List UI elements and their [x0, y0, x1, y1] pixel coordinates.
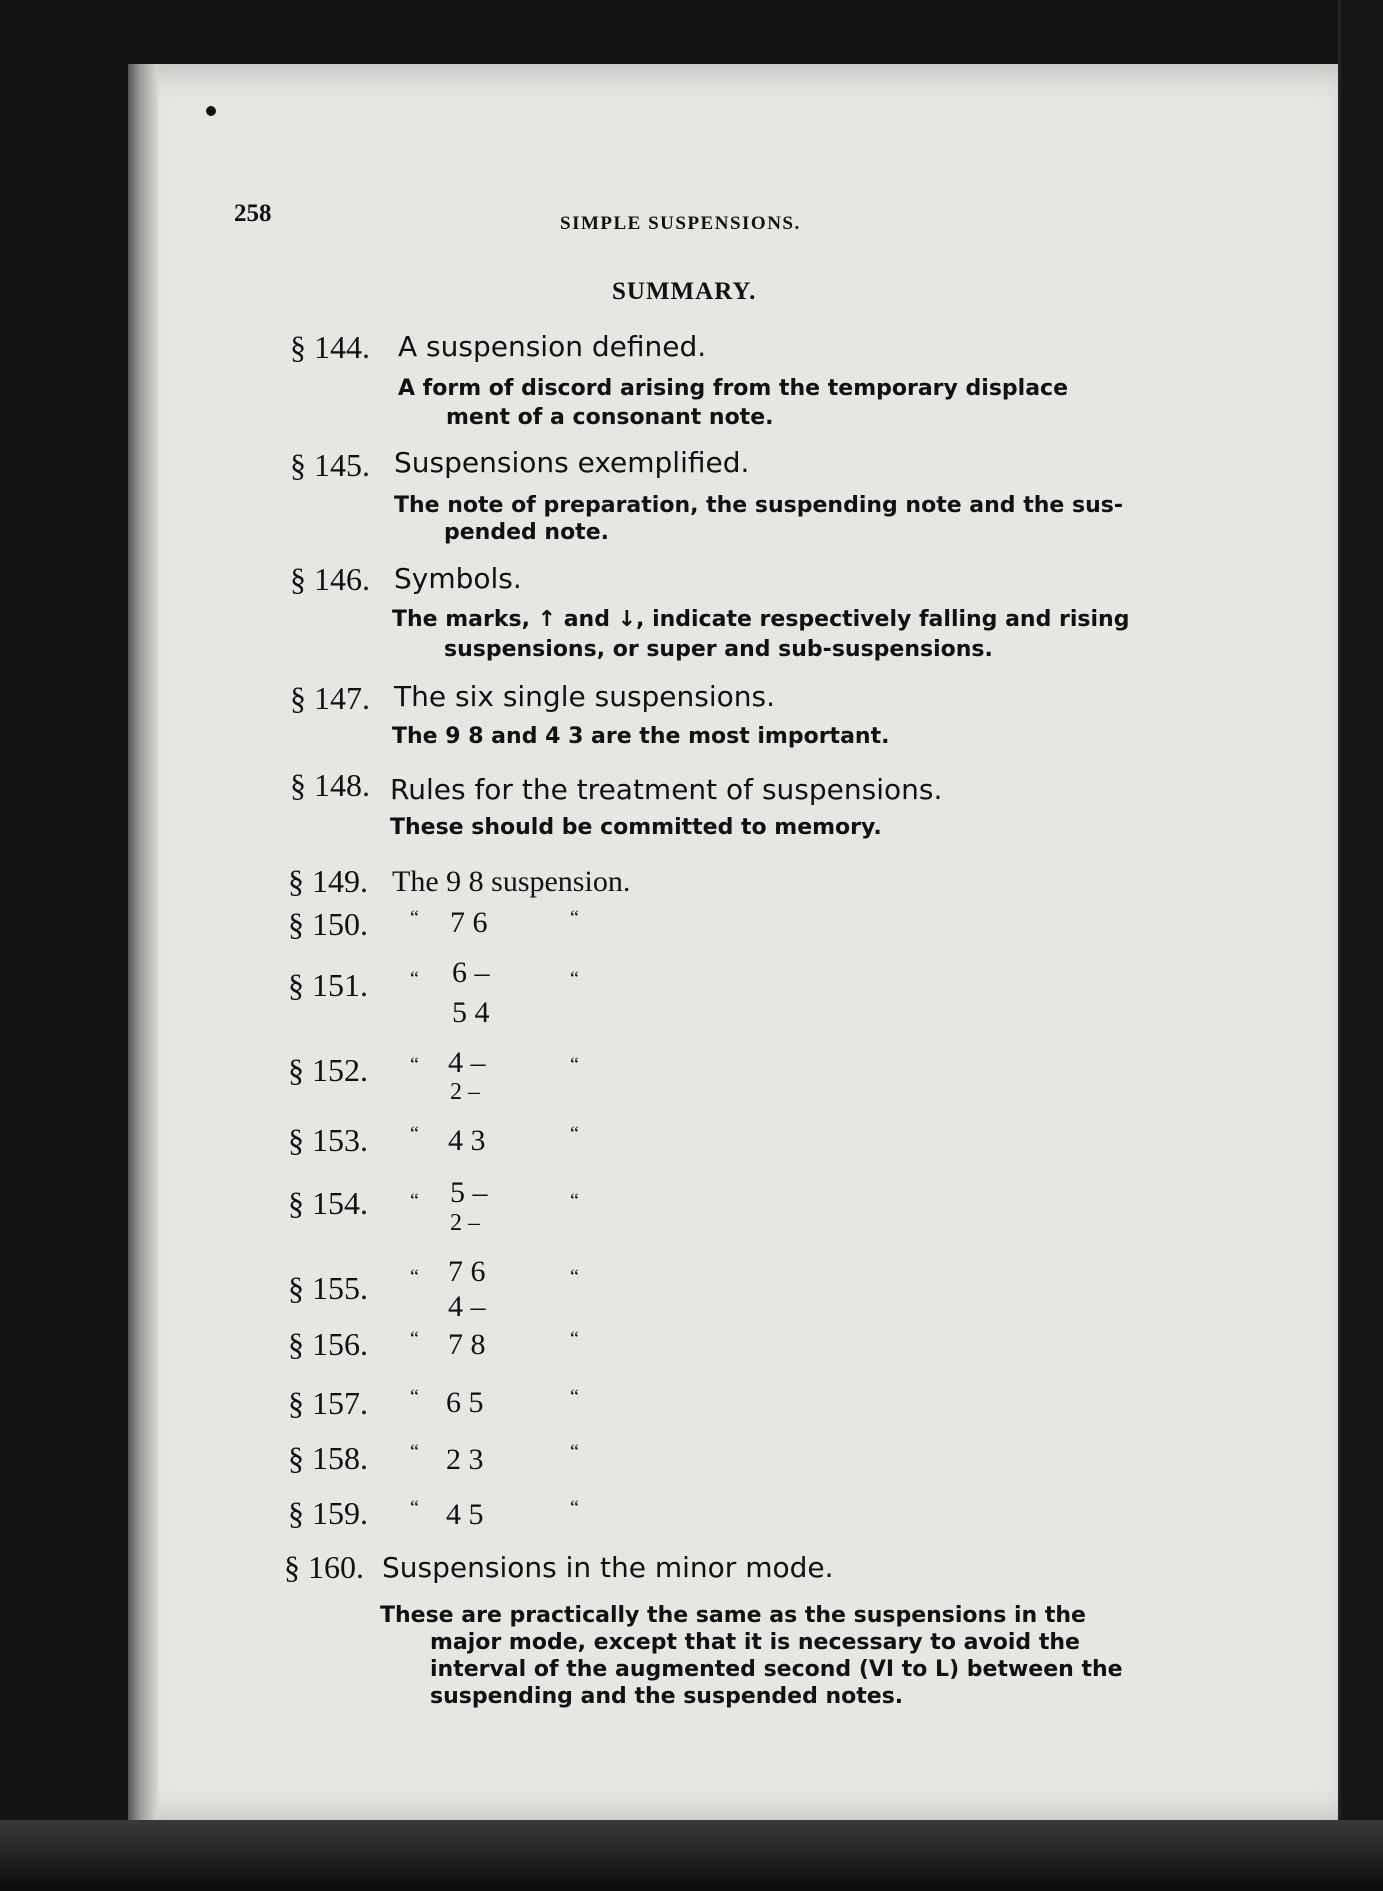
ditto-mark: “ — [410, 1054, 419, 1076]
section-description-line: major mode, except that it is necessary to avoid the — [430, 1630, 1080, 1655]
ditto-mark: “ — [570, 1328, 579, 1350]
section-number: § 157. — [288, 1385, 368, 1421]
section-number: § 151. — [288, 967, 368, 1003]
ditto-mark: “ — [570, 968, 579, 990]
section-number: § 150. — [288, 906, 368, 942]
section-description-line: These should be committed to memory. — [390, 815, 882, 840]
section-number: § 146. — [290, 561, 370, 597]
figured-bass-bottom: 4 – — [448, 1290, 486, 1323]
page-binding-shadow — [128, 64, 158, 1824]
section-number: § 145. — [290, 447, 370, 483]
page-number: 258 — [234, 200, 272, 227]
bottom-dark-margin — [0, 1820, 1383, 1891]
section-number: § 152. — [288, 1052, 368, 1088]
ditto-mark: “ — [410, 1441, 419, 1463]
section-number: § 147. — [290, 680, 370, 716]
ditto-mark: “ — [410, 1190, 419, 1212]
section-description-line: pended note. — [444, 520, 609, 545]
section-number: § 154. — [288, 1185, 368, 1221]
section-number: § 158. — [288, 1440, 368, 1476]
ditto-mark: “ — [410, 1123, 419, 1145]
ditto-mark: “ — [410, 968, 419, 990]
ditto-mark: “ — [570, 907, 579, 929]
section-heading: The six single suspensions. — [394, 680, 776, 713]
section-number: § 156. — [288, 1326, 368, 1362]
ditto-mark: “ — [570, 1497, 579, 1519]
figured-bass-bottom: 5 4 — [452, 996, 490, 1029]
figured-bass-top: 4 3 — [448, 1124, 486, 1157]
ditto-mark: “ — [570, 1386, 579, 1408]
section-heading: The 9 8 suspension. — [392, 865, 631, 898]
summary-title: SUMMARY. — [612, 278, 757, 305]
ditto-mark: “ — [410, 1328, 419, 1350]
section-description-line: suspending and the suspended notes. — [430, 1684, 904, 1709]
ditto-mark: “ — [410, 907, 419, 929]
figured-bass-top: 7 6 — [450, 906, 488, 939]
ditto-mark: “ — [570, 1123, 579, 1145]
ink-dot — [206, 106, 216, 116]
section-description-line: suspensions, or super and sub-suspensions. — [444, 637, 993, 662]
section-heading: Suspensions in the minor mode. — [382, 1551, 834, 1584]
ditto-mark: “ — [410, 1497, 419, 1519]
figured-bass-top: 6 5 — [446, 1386, 484, 1419]
figured-bass-top: 7 6 — [448, 1255, 486, 1288]
ditto-mark: “ — [410, 1266, 419, 1288]
section-number: § 148. — [290, 767, 370, 803]
figured-bass-bottom: 2 – — [450, 1210, 480, 1236]
ditto-mark: “ — [570, 1441, 579, 1463]
figured-bass-top: 7 8 — [448, 1328, 486, 1361]
section-number: § 144. — [290, 329, 370, 365]
section-description-line: These are practically the same as the suspensions in the — [380, 1603, 1086, 1628]
figured-bass-bottom: 2 – — [450, 1079, 480, 1105]
section-number: § 159. — [288, 1495, 368, 1531]
figured-bass-top: 5 – — [450, 1176, 488, 1209]
section-description-line: The marks, ↑ and ↓, indicate respectively falling and rising — [392, 607, 1130, 632]
section-heading: A suspension defined. — [398, 330, 707, 363]
figured-bass-top: 6 – — [452, 956, 490, 989]
section-heading: Suspensions exemplified. — [394, 446, 750, 479]
section-description-line: ment of a consonant note. — [446, 405, 774, 430]
figured-bass-top: 2 3 — [446, 1443, 484, 1476]
section-number: § 149. — [288, 863, 368, 899]
figured-bass-top: 4 – — [448, 1046, 486, 1079]
ditto-mark: “ — [570, 1190, 579, 1212]
section-heading: Symbols. — [394, 562, 522, 595]
figured-bass-top: 4 5 — [446, 1498, 484, 1531]
section-number: § 160. — [284, 1549, 364, 1585]
ditto-mark: “ — [570, 1266, 579, 1288]
ditto-mark: “ — [570, 1054, 579, 1076]
right-dark-margin — [1341, 0, 1383, 1891]
ditto-mark: “ — [410, 1386, 419, 1408]
section-heading: Rules for the treatment of suspensions. — [390, 773, 943, 806]
section-description-line: interval of the augmented second (VI to L) between the — [430, 1657, 1123, 1682]
section-description-line: The 9 8 and 4 3 are the most important. — [392, 724, 890, 749]
section-number: § 153. — [288, 1122, 368, 1158]
section-number: § 155. — [288, 1270, 368, 1306]
section-description-line: A form of discord arising from the temporary displace — [398, 376, 1069, 401]
running-head: SIMPLE SUSPENSIONS. — [560, 213, 801, 234]
section-description-line: The note of preparation, the suspending note and the sus- — [394, 493, 1123, 518]
